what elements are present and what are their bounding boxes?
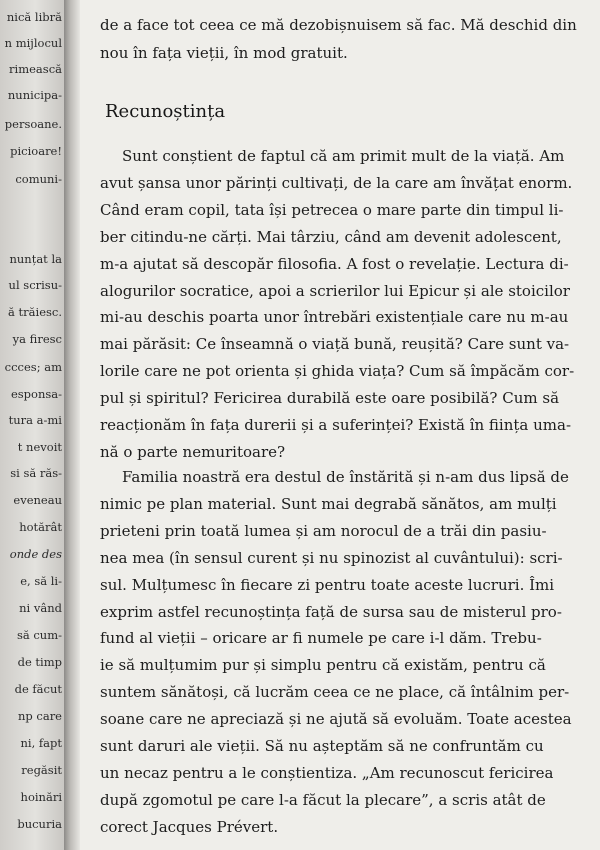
left-page-line: t nevoit: [17, 440, 62, 454]
left-page-line: onde des: [9, 547, 62, 561]
left-page-line: esponsa-: [10, 387, 62, 401]
left-page-line: ccces; am: [4, 360, 62, 374]
paragraph-line: un necaz pentru a le conștientiza. „Am recunoscut fericirea: [100, 763, 554, 782]
right-page: [80, 0, 600, 850]
paragraph-line: sunt daruri ale vieții. Să nu așteptăm să ne confruntăm cu: [100, 737, 544, 755]
left-page-line: np care: [17, 709, 62, 723]
left-page-line: n mijlocul: [4, 36, 62, 50]
left-page-line: bucuria: [17, 817, 62, 831]
left-page-line: picioare!: [10, 144, 62, 158]
left-page-line: ul scrisu-: [8, 278, 62, 292]
paragraph-line: Sunt conștient de faptul că am primit mult de la viață. Am: [122, 147, 565, 165]
paragraph-line: mai părăsit: Ce înseamnă o viață bună, reușită? Care sunt va-: [100, 335, 570, 354]
left-page-line: si să răs-: [10, 466, 62, 480]
paragraph-line: după zgomotul pe care l-a făcut la plecare”, a scris atât de: [100, 790, 546, 809]
paragraph-line: reacționăm în fața durerii și a suferinței? Există în ființa uma-: [100, 416, 572, 434]
left-page-line: persoane.: [4, 117, 62, 131]
left-page-line: ni, fapt: [20, 736, 62, 750]
intro-line: nou în fața vieții, în mod gratuit.: [100, 43, 348, 62]
left-page-line: regăsit: [21, 763, 62, 777]
left-page-line: hotărât: [19, 520, 62, 534]
left-page-line: rimească: [9, 62, 62, 76]
paragraph-line: mi-au deschis poarta unor întrebări existențiale care nu m-au: [100, 308, 569, 327]
left-page-line: să cum-: [16, 628, 62, 642]
left-page-line: tura a-mi: [8, 413, 62, 427]
left-page-line: eveneau: [13, 493, 62, 507]
left-page-edge: [0, 0, 64, 850]
left-page-line: de timp: [17, 655, 62, 669]
paragraph-line: pul și spiritul? Fericirea durabilă este oare posibilă? Cum să: [100, 389, 560, 408]
paragraph-line: lorile care ne pot orienta și ghida viața? Cum să împăcăm cor-: [100, 362, 575, 381]
paragraph-line: corect Jacques Prévert.: [100, 817, 279, 836]
paragraph-line: alogurilor socratice, apoi a scrierilor lui Epicur și ale stoicilor: [100, 281, 570, 300]
intro-line: de a face tot ceea ce mă dezobișnuisem să fac. Mă deschid din: [100, 16, 577, 34]
paragraph-line: ie să mulțumim pur și simplu pentru că existăm, pentru că: [100, 656, 546, 675]
paragraph-line: soane care ne apreciază și ne ajută să evoluăm. Toate acestea: [100, 710, 572, 729]
paragraph-line: prieteni prin toată lumea și am norocul de a trăi din pasiu-: [100, 521, 547, 540]
paragraph-line: ber citindu-ne cărți. Mai târziu, când am devenit adolescent,: [100, 227, 562, 246]
paragraph-line: avut șansa unor părinți cultivați, de la care am învățat enorm.: [100, 173, 573, 192]
paragraph-line: m-a ajutat să descopăr filosofia. A fost o revelație. Lectura di-: [100, 254, 569, 273]
left-page-line: ă trăiesc.: [8, 305, 62, 319]
left-page-line: de făcut: [14, 682, 62, 696]
section-heading: Recunoștința: [105, 101, 226, 122]
paragraph-line: nimic pe plan material. Sunt mai degrabă sănătos, am mulți: [100, 494, 557, 513]
left-page-line: hoinări: [20, 790, 62, 804]
paragraph-line: exprim astfel recunoștința față de sursa sau de misterul pro-: [100, 602, 562, 621]
left-page-line: nunicipa-: [7, 88, 62, 102]
paragraph-line: nă o parte nemuritoare?: [100, 442, 286, 461]
left-page-line: comuni-: [15, 172, 62, 186]
left-page-line: ya firesc: [12, 332, 62, 346]
paragraph-line: sul. Mulțumesc în fiecare zi pentru toate aceste lucruri. Îmi: [100, 575, 555, 594]
paragraph-line: Familia noastră era destul de înstărită și n-am dus lipsă de: [122, 468, 569, 486]
left-page-line: e, să li-: [20, 574, 62, 588]
book-gutter: [64, 0, 80, 850]
left-page-line: nunțat la: [9, 252, 62, 266]
paragraph-line: nea mea (în sensul curent și nu spinozist al cuvântului): scri-: [100, 548, 563, 567]
paragraph-line: fund al vieții – oricare ar fi numele pe care i-l dăm. Trebu-: [100, 629, 542, 648]
left-page-line: nică libră: [6, 10, 62, 24]
left-page-line: ni vând: [19, 601, 62, 615]
paragraph-line: Când eram copil, tata își petrecea o mare parte din timpul li-: [100, 200, 564, 219]
paragraph-line: suntem sănătoși, că lucrăm ceea ce ne place, că întâlnim per-: [100, 683, 570, 702]
